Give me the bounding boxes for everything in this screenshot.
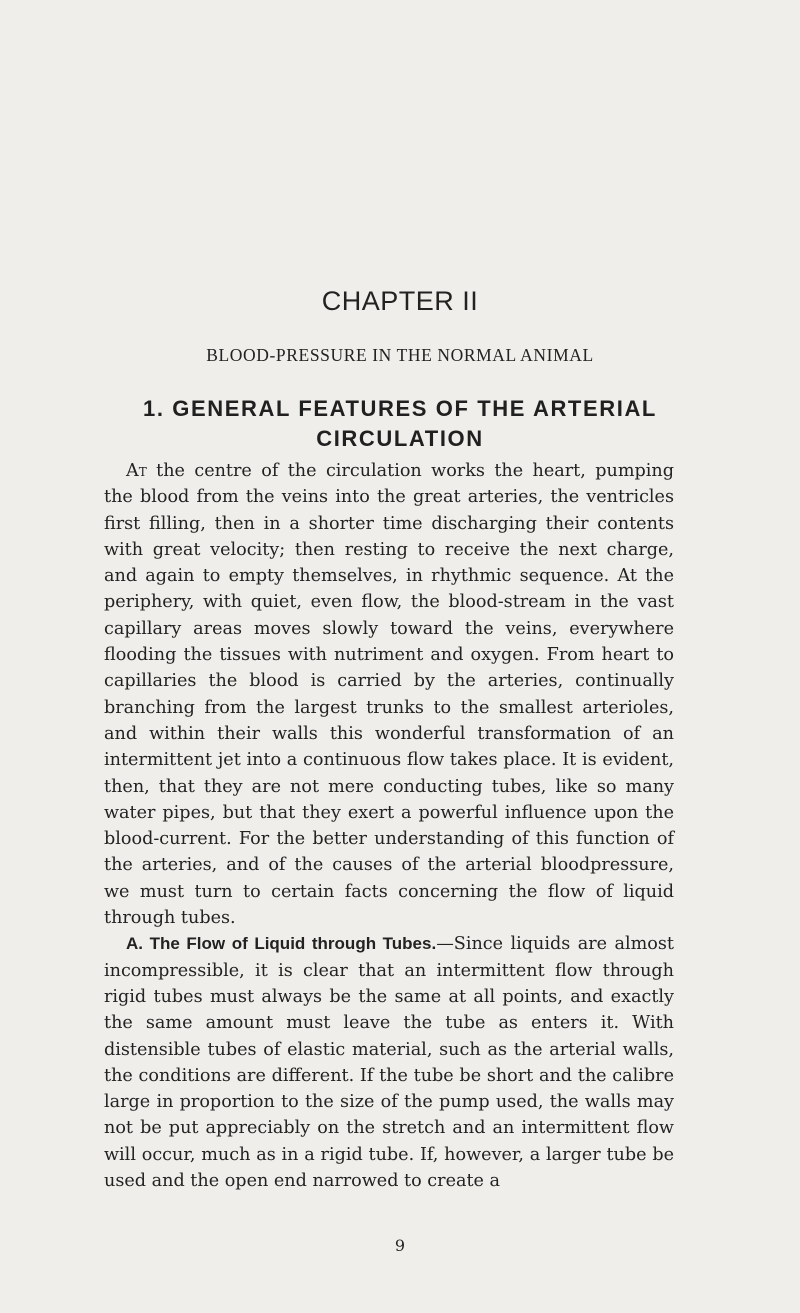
- paragraph-1-text: the centre of the circulation works the heart, pumping the blood from the veins into the great arteries, the ventricles first filling, then in a shorter time discharging their contents with great velocity; then resting to receive the next charge, and again to empty themselves, in rhythmic sequence. At the periphery, with quiet, even flow, the blood-stream in the vast capillary areas moves slowly toward the veins, everywhere flooding the tissues with nutriment and oxygen. From heart to capillaries the blood is carried by the arteries, continually branching from the largest trunks to the smallest arterioles, and within their walls this wonderful transformation of an intermittent jet into a continuous flow takes place. It is evident, then, that they are not mere conducting tubes, like so many water pipes, but that they exert a powerful influence upon the blood-current. For the better understanding of this function of the arteries, and of the causes of the arterial bloodpressure, we must turn to certain facts concerning the flow of liquid through tubes.: [104, 461, 674, 929]
- section-heading: 1. GENERAL FEATURES OF THE ARTERIAL CIRCULATION: [143, 396, 657, 451]
- paragraph-2: [104, 931, 674, 1194]
- paragraph-1-lead: At: [126, 461, 147, 481]
- paragraph-1: [104, 458, 674, 931]
- chapter-heading: CHAPTER II: [321, 286, 479, 316]
- page-number: 9: [394, 1236, 406, 1255]
- chapter-subtitle: BLOOD-PRESSURE IN THE NORMAL ANIMAL: [206, 345, 594, 365]
- body-text: [104, 458, 674, 1194]
- paragraph-2-text: —Since liquids are almost incompressible, it is clear that an intermittent flow through rigid tubes must always be the same at all points, and exactly the same amount must leave the tube as enters it. With distensible tubes of elastic material, such as the arterial walls, the conditions are different. If the tube be short and the calibre large in proportion to the size of the pump used, the walls may not be put appreciably on the stretch and an intermittent flow will occur, much as in a rigid tube. If, however, a larger tube be used and the open end narrowed to create a: [104, 934, 675, 1192]
- paragraph-2-heading: A. The Flow of Liquid through Tubes.: [126, 934, 437, 954]
